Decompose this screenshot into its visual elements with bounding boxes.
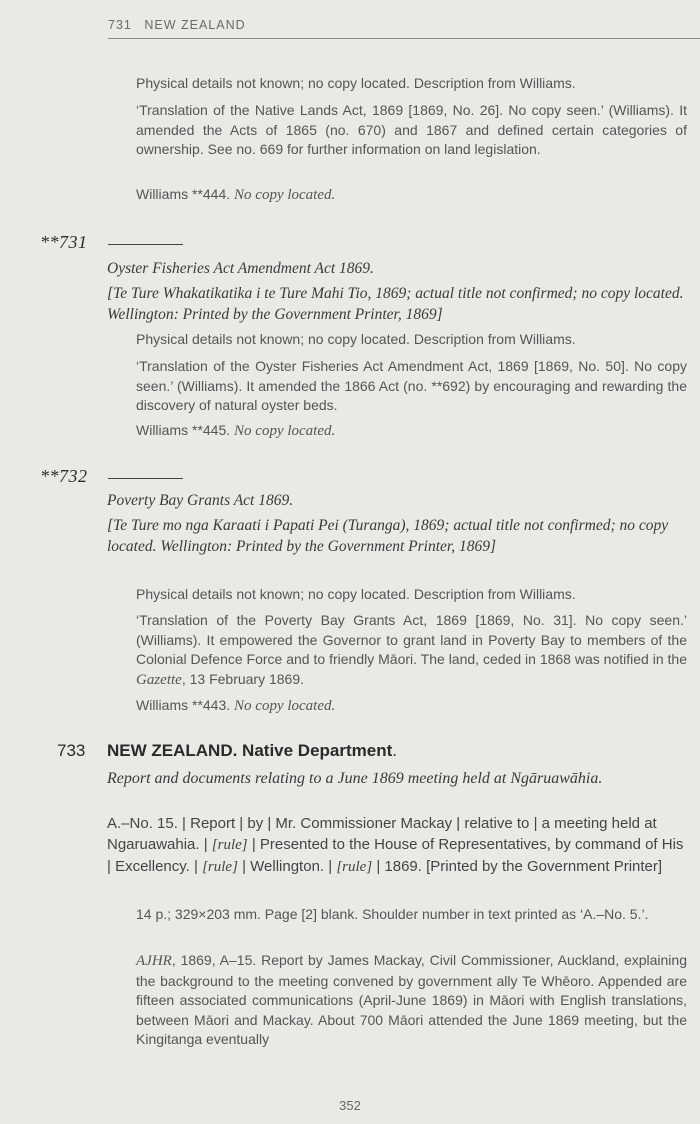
entry732-translation-a: ‘Translation of the Poverty Bay Grants Act, 1869 [1869, No. 31]. No copy seen.’ (Williams). It empowered the Governor to grant land in Poverty Bay to members of the Colonial Defence Force and to friendly Māori. The land, ceded in 1868 was notified in the xyxy=(136,612,687,667)
entry731-translation: ‘Translation of the Oyster Fisheries Act Amendment Act, 1869 [1869, No. 50]. No copy seen.’ (Williams). It amended the 1866 Act (no. **692) by encouraging and rewarding the discovery of natural oyster beds. xyxy=(136,358,687,413)
entry733-note xyxy=(136,951,687,1050)
entry733-heading-text: NEW ZEALAND. Native Department xyxy=(107,741,393,760)
page-folio: 352 xyxy=(339,1098,361,1113)
entry731-rule xyxy=(108,244,183,245)
entry733-ajhr: AJHR xyxy=(136,953,172,969)
entry731-physical: Physical details not known; no copy located. Description from Williams. xyxy=(136,331,576,347)
entry732-title: Poverty Bay Grants Act 1869. xyxy=(107,492,294,509)
entry733-title-page xyxy=(107,813,687,878)
entry733-tp-1: A.–No. 15. | Report | by | Mr. Commissioner Mackay | relative to | a meeting held at Ngaruawahia. | xyxy=(107,815,657,853)
entry733-tp-3: | Wellington. | xyxy=(242,858,333,875)
entry733-heading xyxy=(107,741,397,761)
entry731-reference xyxy=(136,421,687,442)
entry733-heading-dot: . xyxy=(392,741,397,760)
entry732-ref: Williams **443. xyxy=(136,697,231,713)
entry732-rule xyxy=(108,478,183,479)
entry733-physical: 14 p.; 329×203 mm. Page [2] blank. Shoulder number in text printed as ‘A.–No. 5.’. xyxy=(136,906,649,922)
entry731-bracket: [Te Ture Whakatikatika i te Ture Mahi Tio, 1869; actual title not confirmed; no copy located. Wellington: Printed by the Government Printer, 1869] xyxy=(107,285,684,323)
entry730-translation: ‘Translation of the Native Lands Act, 1869 [1869, No. 26]. No copy seen.’ (Williams). It amended the Acts of 1865 (no. 670) and 1867 and defined certain categories of ownership. See no. 669 for further information on land legislation. xyxy=(136,102,687,157)
running-head-title: NEW ZEALAND xyxy=(144,18,246,32)
entry730-ref: Williams **444. xyxy=(136,186,231,202)
entry732-physical: Physical details not known; no copy located. Description from Williams. xyxy=(136,586,576,602)
entry731-ref-note: No copy located. xyxy=(234,423,336,439)
entry730-physical: Physical details not known; no copy located. Description from Williams. xyxy=(136,75,576,91)
entry733-tp-rule-2: [rule] xyxy=(202,859,238,875)
entry730-reference xyxy=(136,185,687,206)
entry732-translation-b: , 13 February 1869. xyxy=(181,670,305,687)
entry733-number: 733 xyxy=(57,741,86,760)
entry733-tp-rule-1: [rule] xyxy=(211,837,248,853)
entry733-tp-rule-3: [rule] xyxy=(336,859,373,875)
entry733-tp-4: | 1869. [Printed by the Government Printer] xyxy=(376,858,663,875)
entry732-translation xyxy=(136,611,687,690)
entry732-gazette: Gazette xyxy=(136,671,182,688)
entry732-number: **732 xyxy=(40,466,88,486)
entry732-bracket: [Te Ture mo nga Karaati i Papati Pei (Turanga), 1869; actual title not confirmed; no copy located. Wellington: Printed by the Government Printer, 1869] xyxy=(107,517,669,555)
running-head xyxy=(108,18,700,32)
entry733-subtitle: Report and documents relating to a June 1869 meeting held at Ngāruawāhia. xyxy=(107,770,603,787)
entry730-ref-note: No copy located. xyxy=(234,187,336,203)
entry731-title: Oyster Fisheries Act Amendment Act 1869. xyxy=(107,260,374,277)
entry733-note-text: , 1869, A–15. Report by James Mackay, Civil Commissioner, Auckland, explaining the background to the meeting convened by government ally Te Whēoro. Appended are fifteen associated communications (April-June 1869) in Māori with English translations, between Māori and Mackay. About 700 Māori attended the June 1869 meeting, but the Kingitanga eventually xyxy=(136,952,687,1047)
entry731-ref: Williams **445. xyxy=(136,422,231,438)
running-head-rule xyxy=(108,38,700,39)
running-head-page-number: 731 xyxy=(108,18,132,32)
entry731-number: **731 xyxy=(40,232,88,252)
entry733-tp-2: | Presented to the House of Representatives, by command of His | Excellency. | xyxy=(107,836,684,875)
entry732-reference xyxy=(136,696,687,717)
entry732-ref-note: No copy located. xyxy=(234,698,336,714)
